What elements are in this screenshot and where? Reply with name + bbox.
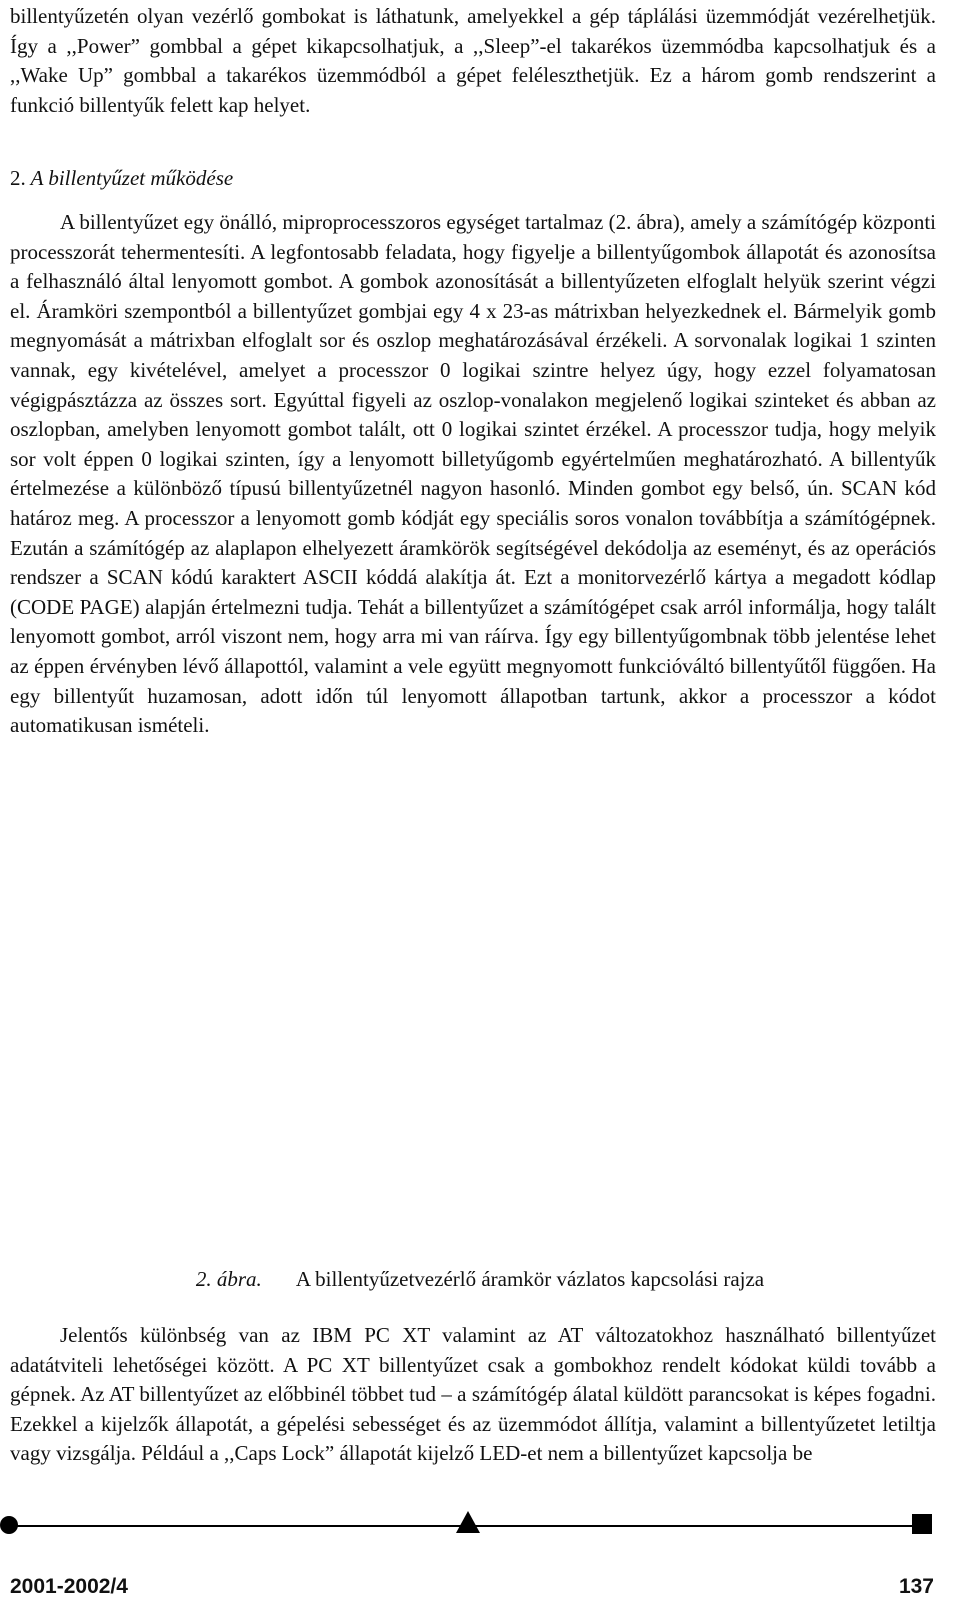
- figure-caption-text: A billentyűzetvezérlő áramkör vázlatos kapcsolási rajza: [295, 1267, 765, 1291]
- page-number: 137: [898, 1575, 934, 1598]
- section-heading: [10, 164, 233, 193]
- intro-paragraph: billentyűzetén olyan vezérlő gombokat is láthatunk, amelyekkel a gép táplálási üzemmódját vezérelhetjük. Így a ,,Power” gombbal a gépet kikapcsolhatjuk, a ,,Sleep”-el takarékos üzemmódba kapcsolhatjuk és a ,,Wake Up” gombbal a takarékos üzemmódból a gépet feléleszthetjük. Ez a három gomb rendszerint a funkció billentyűk felett kap helyet.: [10, 4, 936, 117]
- body-paragraph: A billentyűzet egy önálló, miproprocesszoros egységet tartalmaz (2. ábra), amely a számítógép központi processzorát tehermentesíti. A legfontosabb feladata, hogy figyelje a billentyűgombok állapotát és azonosítsa a felhasználó által lenyomott gombot. A gombok azonosítását a billentyűzeten elfoglalt helyük szerint végzi el. Áramköri szempontból a billentyűzet gombjai egy 4 x 23-as mátrixban helyezkednek el. Bármelyik gomb megnyomását a mátrixban elfoglalt sor és oszlop meghatározásával érzékeli. A sorvonalak logikai 1 szinten vannak, egy kivételével, amelyet a processzor 0 logikai szintre helyez úgy, hogy ezzel folyamatosan végigpásztázza az összes sort. Egyúttal figyeli az oszlop-vonalakon megjelenő logikai szinteket és abban az oszlopban, amelyben lenyomott gombot talált, ott 0 logikai szintet érzékel. A processzor tudja, hogy melyik sor volt éppen 0 logikai szinten, így a lenyomott billetyűgomb egyértelműen meghatározható. A billentyűk értelmezése a különböző típusú billentyűzetnél nagyon hasonló. Minden gombot egy belső, ún. SCAN kód határoz meg. A processzor a lenyomott gomb kódját egy speciális soros vonalon továbbítja a számítógépnek. Ezután a számítógép az alaplapon elhelyezett áramkörök segítségével dekódolja az eseményt, és az operációs rendszer a SCAN kódú karaktert ASCII kóddá alakítja át. Ezt a monitorvezérlő kártya a megadott kódlap (CODE PAGE) alapján értelmezni tudja. Tehát a billentyűzet a számítógépet csak arról informálja, hogy talált lenyomott gombot, arról viszont nem, hogy arra mi van ráírva. Így egy billentyűgombnak több jelentése lehet az éppen érvényben lévő állapottól, valamint a vele együtt megnyomott funkcióváltó billentyűtől függően. Ha egy billentyűt huzamosan, adott időn túl lenyomott állapotban tartunk, akkor a processzor a kódot automatikusan ismételi.: [10, 210, 936, 738]
- figure-label: 2. ábra.: [195, 1267, 262, 1291]
- section-number: 2.: [10, 166, 26, 190]
- figure-caption: [0, 1265, 960, 1294]
- section-title: A billentyűzet működése: [30, 166, 234, 190]
- footer-square-icon: [912, 1514, 932, 1534]
- second-paragraph: Jelentős különbség van az IBM PC XT valamint az AT változatokhoz használható billentyűzet adatátviteli lehetőségei között. A PC XT billentyűzet csak a gombokhoz rendelt kódokat küldi tovább a gépnek. Az AT billentyűzet az előbbinél többet tud – a számítógép álatal küldött parancsokat is képes fogadni. Ezekkel a kijelzők állapotát, a gépelési sebességet és az üzemmódot állítja, valamint a billentyűzetet letiltja vagy vizsgálja. Például a ,,Caps Lock” állapotát kijelző LED-et nem a billentyűzet kapcsolja be: [10, 1323, 936, 1466]
- figure-placeholder: [10, 860, 936, 1255]
- footer-triangle-icon: [456, 1511, 480, 1533]
- footer-circle-icon: [0, 1516, 18, 1534]
- issue-number: 2001-2002/4: [10, 1575, 128, 1598]
